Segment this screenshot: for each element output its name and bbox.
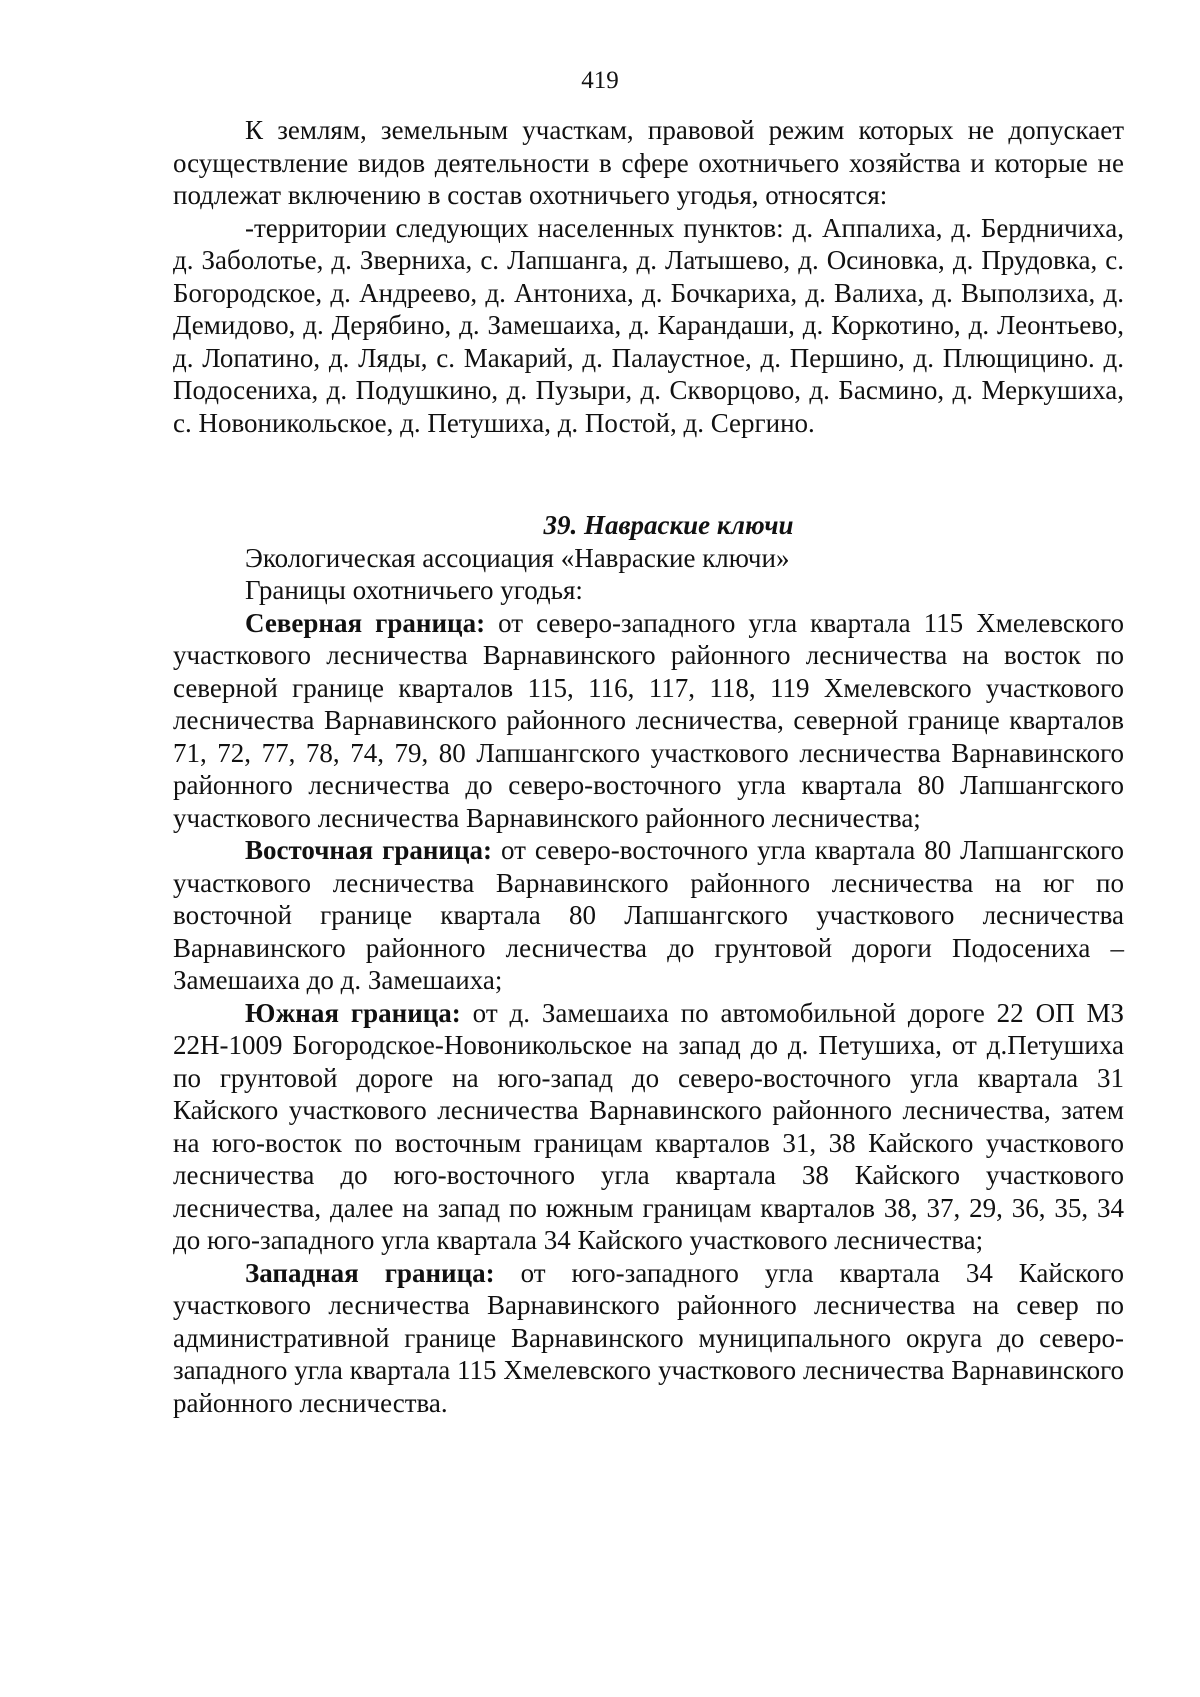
east-border-label: Восточная граница: xyxy=(245,835,493,865)
west-border-paragraph xyxy=(173,1257,1124,1420)
organization-name: Экологическая ассоциация «Навраские ключи» xyxy=(245,542,790,573)
section-title: 39. Навраские ключи xyxy=(543,510,794,540)
south-border-paragraph xyxy=(173,997,1124,1257)
south-border-text: от д. Замешаиха по автомобильной дороге 22 ОП МЗ 22Н-1009 Богородское-Новоникольское на запад до д. Петушиха, от д.Петушиха по грунтовой дороге на юго-запад до северо-восточного угла квартала 31 Кайского участкового лесничества Варнавинского районного лесничества, затем на юго-восток по восточным границам кварталов 31, 38 Кайского участкового лесничества до юго-восточного угла квартала 38 Кайского участкового лесничества, далее на запад по южным границам кварталов 38, 37, 29, 36, 35, 34 до юго-западного угла квартала 34 Кайского участкового лесничества; xyxy=(173,997,1124,1255)
west-border-label: Западная граница: xyxy=(245,1257,495,1288)
south-border-label: Южная граница: xyxy=(245,997,461,1028)
document-body xyxy=(173,114,1124,1419)
page-number: 419 xyxy=(581,67,619,94)
east-border-paragraph xyxy=(173,834,1124,997)
east-border-text: от северо-восточного угла квартала 80 Лапшангского участкового лесничества Варнавинского районного лесничества на юг по восточной границе квартала 80 Лапшангского участкового лесничества Варнавинского районного лесничества до грунтовой дороги Подосениха – Замешаиха до д. Замешаиха; xyxy=(173,835,1124,995)
territories-list: -территории следующих населенных пунктов: д. Аппалиха, д. Бердничиха, д. Заболотье, д. Зверниха, с. Лапшанга, д. Латышево, д. Осиновка, д. Прудовка, с. Богородское, д. Андреево, д. Антониха, д. Бочкариха, д. Валиха, д. Выползиха, д. Демидово, д. Дерябино, д. Замешаиха, д. Карандаши, д. Коркотино, д. Леонтьево, д. Лопатино, д. Ляды, с. Макарий, д. Палаустное, д. Першино, д. Плющицино. д. Подосениха, д. Подушкино, д. Пузыри, д. Скворцово, д. Басмино, д. Меркушиха, с. Новоникольское, д. Петушиха, д. Постой, д. Сергино. xyxy=(173,212,1124,438)
borders-heading: Границы охотничьего угодья: xyxy=(245,575,583,605)
north-border-text: от северо-западного угла квартала 115 Хмелевского участкового лесничества Варнавинского районного лесничества на восток по северной границе кварталов 115, 116, 117, 118, 119 Хмелевского участкового лесничества Варнавинского районного лесничества, северной границе кварталов 71, 72, 77, 78, 74, 79, 80 Лапшангского участкового лесничества Варнавинского районного лесничества до северо-восточного угла квартала 80 Лапшангского участкового лесничества Варнавинского районного лесничества; xyxy=(173,607,1124,833)
intro-paragraph: К землям, земельным участкам, правовой режим которых не допускает осуществление видов деятельности в сфере охотничьего хозяйства и которые не подлежат включению в состав охотничьего угодья, относятся: xyxy=(173,115,1124,210)
north-border-paragraph xyxy=(173,607,1124,835)
north-border-label: Северная граница: xyxy=(245,607,486,638)
west-border-text: от юго-западного угла квартала 34 Кайского участкового лесничества Варнавинского районного лесничества на север по административной границе Варнавинского муниципального округа до северо-западного угла квартала 115 Хмелевского участкового лесничества Варнавинского районного лесничества. xyxy=(173,1257,1124,1418)
